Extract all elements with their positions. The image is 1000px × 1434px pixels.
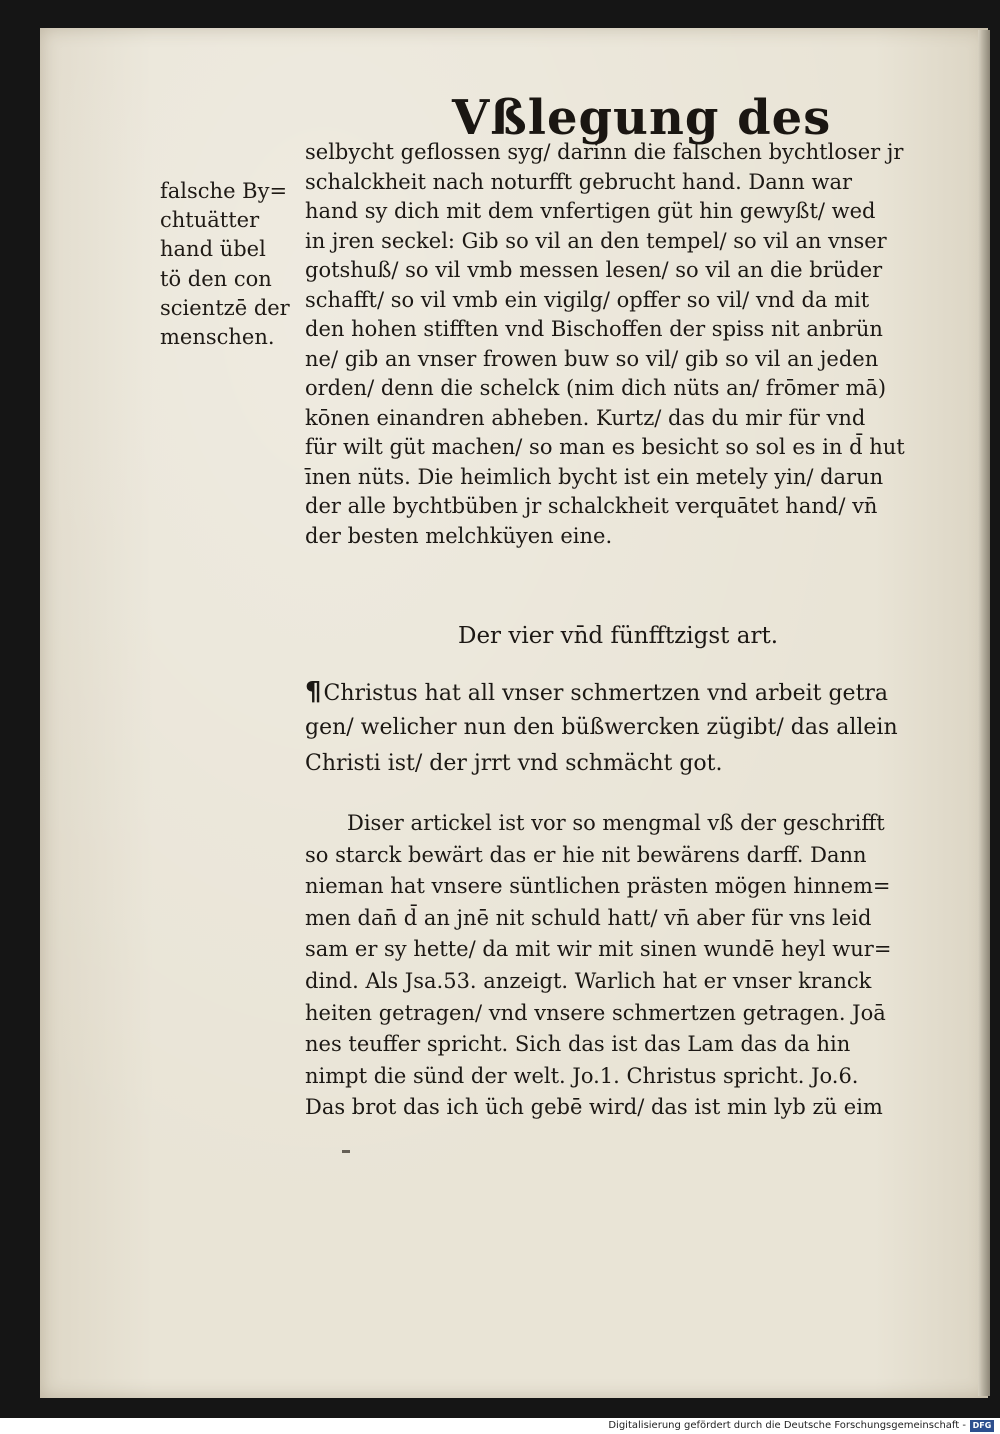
marginal-line: scientzē der [160, 295, 290, 320]
text-line: sam er sy hette/ da mit wir mit sinen wundē heyl wur= [305, 937, 892, 962]
text-line: kōnen einandren abheben. Kurtz/ das du mir für vnd [305, 405, 866, 430]
marginal-line: hand übel [160, 237, 266, 262]
page-edge [978, 30, 990, 1396]
article-statement [305, 674, 965, 782]
text-line: hand sy dich mit dem vnfertigen güt hin gewyßt/ wed [305, 199, 876, 223]
text-line: ne/ gib an vnser frowen buw so vil/ gib so vil an jeden [305, 346, 879, 371]
text-line: Diser artickel ist vor so mengmal vß der geschrifft [347, 811, 885, 835]
body-text-top [305, 138, 965, 551]
text-line: schalckheit nach noturfft gebrucht hand. Dann war [305, 169, 853, 194]
text-line: für wilt güt machen/ so man es besicht so sol es in d̄ hut [305, 435, 905, 459]
text-line: nes teuffer spricht. Sich das ist das Lam das da hin [305, 1032, 851, 1057]
body-text-bottom [305, 808, 965, 1124]
text-line: gotshuß/ so vil vmb messen lesen/ so vil an die brüder [305, 258, 883, 282]
text-line: Christi ist/ der jrrt vnd schmächt got. [305, 751, 723, 776]
funding-credit: Digitalisierung gefördert durch die Deutsche Forschungsgemeinschaft - [608, 1420, 966, 1431]
text-line: men dan̄ d̄ an jnē nit schuld hatt/ vn̄ aber für vns leid [305, 905, 872, 930]
marginal-line: menschen. [160, 325, 275, 350]
article-heading: Der vier vn̄d fünfftzigst art. [458, 623, 779, 649]
text-line: in jren seckel: Gib so vil an den tempel/ so vil an vnser [305, 228, 887, 253]
text-line: Das brot das ich üch gebē wird/ das ist min lyb zü eim [305, 1095, 883, 1120]
marginal-line: falsche By= [160, 179, 288, 203]
pilcrow-icon: ¶ [305, 677, 322, 707]
text-line: schafft/ so vil vmb ein vigilg/ opffer so vil/ vnd da mit [305, 287, 870, 312]
marginal-line: tö den con [160, 266, 272, 291]
text-line: der alle bychtbüben jr schalckheit verquātet hand/ vn̄ [305, 494, 878, 518]
ink-mark [342, 1150, 350, 1153]
text-line [305, 674, 965, 710]
text-line: gen/ welicher nun den büßwercken zügibt/ das allein [305, 715, 898, 740]
text-line: dind. Als Jsa.53. anzeigt. Warlich hat er vnser kranck [305, 968, 872, 993]
marginal-note [160, 177, 300, 352]
text-line: so starck bewärt das er hie nit bewärens darff. Dann [305, 842, 867, 867]
text-line: selbycht geflossen syg/ darinn die falschen bychtloser jr [305, 140, 904, 164]
text-line-content: Christus hat all vnser schmertzen vnd arbeit getra [323, 681, 889, 706]
text-line: nimpt die sünd der welt. Jo.1. Christus spricht. Jo.6. [305, 1063, 859, 1088]
dfg-logo: DFG [970, 1420, 994, 1432]
text-line: īnen nüts. Die heimlich bycht ist ein metely yin/ darun [305, 464, 884, 489]
running-head: Vßlegung des [452, 90, 832, 146]
text-line: der besten melchküyen eine. [305, 523, 613, 548]
text-line: nieman hat vnsere süntlichen prästen mögen hinnem= [305, 874, 891, 899]
text-line: orden/ denn die schelck (nim dich nüts an/ frōmer mā) [305, 376, 887, 400]
text-line: heiten getragen/ vnd vnsere schmertzen getragen. Joā [305, 1000, 886, 1025]
text-line: den hohen stifften vnd Bischoffen der spiss nit anbrün [305, 317, 883, 341]
marginal-line: chtuätter [160, 208, 260, 233]
